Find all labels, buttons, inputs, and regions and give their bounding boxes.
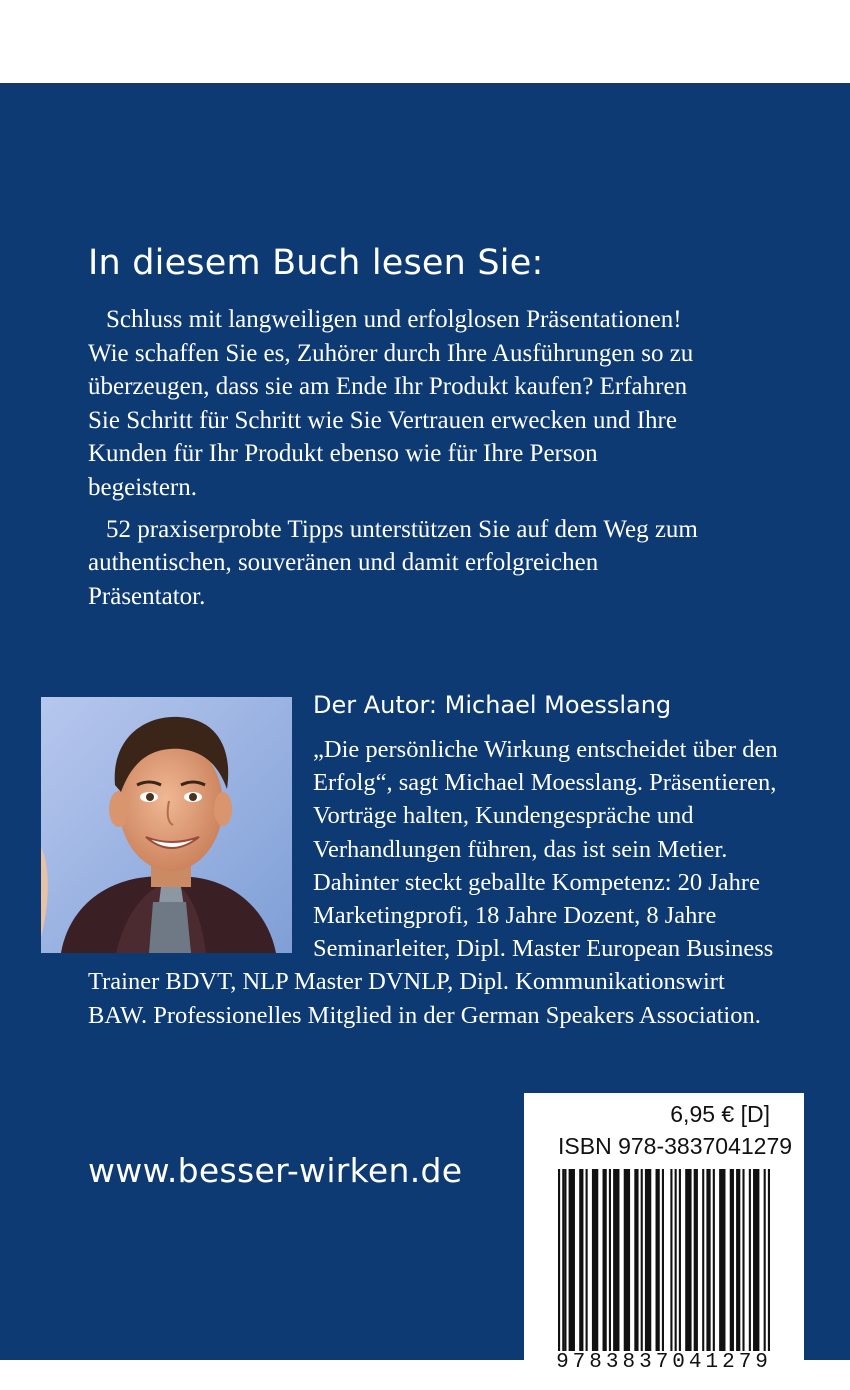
ean-digits: 9783837041279 xyxy=(546,1351,782,1374)
barcode-bar xyxy=(670,1169,672,1369)
barcode-bar xyxy=(764,1169,766,1369)
blurb-paragraph-1: Schluss mit langweiligen und erfolglosen Präsentationen! Wie schaffen Sie es, Zuhörer durch Ihre Ausführungen so zu überzeugen, dass sie am Ende Ihr Produkt kaufen? Erfahren Sie Schritt für Schritt wie Sie Vertrauen erwecken und Ihre Kunden für Ihr Produkt ebenso wie für Ihre Person begeistern. xyxy=(88,306,694,501)
blurb-paragraph-2: 52 praxiserprobte Tipps unterstützen Sie auf dem Weg zum authentischen, souveränen und damit erfolgreichen Präsentator. xyxy=(88,515,698,610)
barcode-bar xyxy=(569,1169,575,1369)
photo-spacer xyxy=(88,733,313,951)
barcode-bar xyxy=(706,1169,710,1369)
barcode-bar xyxy=(641,1169,643,1369)
author-bio: „Die persönliche Wirkung entscheidet über den Erfolg“, sagt Michael Moesslang. Präsentieren, Vorträge halten, Kundengespräche und Verhandlungen führen, das ist sein Metier. Dahinter steckt geballte Kompetenz: 20 Jahre Marketingprofi, 18 Jahre Dozent, 8 Jahre Seminarleiter, Dipl. Master European Business Trainer BDVT, NLP Master DVNLP, Dipl. Kommunikationswirt BAW. Professionelles Mitglied in der German Speakers Association. xyxy=(88,736,778,1029)
price-label: 6,95 € [D] xyxy=(670,1101,770,1127)
barcode-bar xyxy=(586,1169,588,1369)
barcode-bar xyxy=(685,1169,691,1369)
website-link[interactable]: www.besser-wirken.de xyxy=(88,1151,463,1190)
barcode-bar xyxy=(609,1169,611,1369)
barcode-bar xyxy=(603,1169,607,1369)
barcode-bar xyxy=(679,1169,681,1369)
barcode-bar xyxy=(624,1169,630,1369)
book-blurb xyxy=(88,303,708,613)
barcode-bar xyxy=(749,1169,751,1369)
barcode-bar xyxy=(613,1169,619,1369)
barcode-bar xyxy=(656,1169,660,1369)
barcode-bar xyxy=(694,1169,698,1369)
barcode-bar xyxy=(702,1169,704,1369)
barcode-icon xyxy=(558,1169,770,1369)
author-heading: Der Autor: Michael Moesslang xyxy=(313,691,672,719)
book-contents-heading: In diesem Buch lesen Sie: xyxy=(88,243,544,283)
author-bio-container xyxy=(88,733,778,1032)
barcode-bar xyxy=(634,1169,638,1369)
barcode-bar xyxy=(730,1169,734,1369)
barcode-bar xyxy=(579,1169,583,1369)
barcode-bar xyxy=(645,1169,651,1369)
barcode-bar xyxy=(713,1169,715,1369)
barcode-bar xyxy=(592,1169,598,1369)
barcode-bar xyxy=(753,1169,759,1369)
barcode-bar xyxy=(742,1169,744,1369)
barcode-bar xyxy=(562,1169,564,1369)
isbn-label: ISBN 978-3837041279 xyxy=(558,1133,793,1159)
barcode-bar xyxy=(564,1169,566,1369)
barcode-bar xyxy=(719,1169,725,1369)
barcode-bar xyxy=(768,1169,770,1369)
barcode-bar xyxy=(736,1169,740,1369)
barcode-label xyxy=(524,1093,804,1390)
barcode-bar xyxy=(662,1169,664,1369)
barcode-bar xyxy=(675,1169,677,1369)
barcode-bar xyxy=(558,1169,560,1369)
back-cover xyxy=(0,83,850,1374)
